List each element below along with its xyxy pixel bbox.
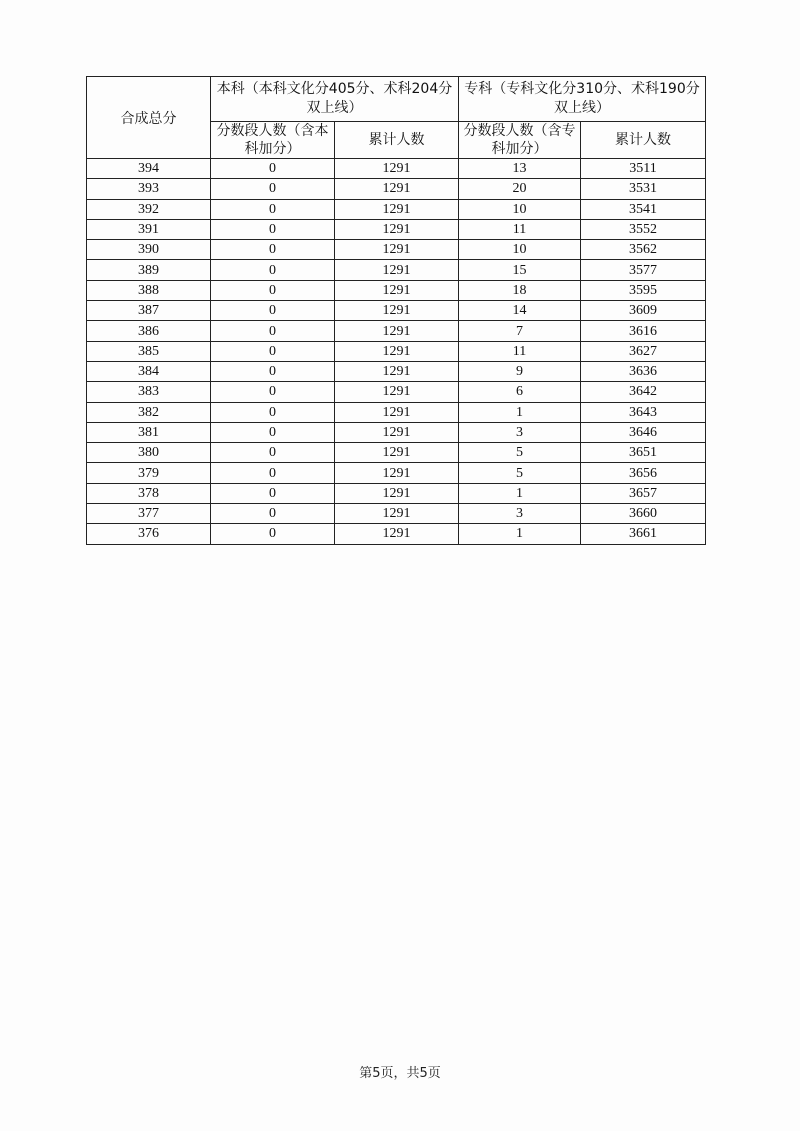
table-row xyxy=(87,422,706,442)
score-cell: 378 xyxy=(87,483,211,503)
zhuanke-segment-cell: 5 xyxy=(459,443,581,463)
zhuanke-segment-cell: 3 xyxy=(459,504,581,524)
benke-segment-cell: 0 xyxy=(211,240,335,260)
score-cell: 390 xyxy=(87,240,211,260)
zhuanke-segment-cell: 11 xyxy=(459,219,581,239)
zhuanke-cumulative-cell: 3577 xyxy=(581,260,706,280)
benke-cumulative-cell: 1291 xyxy=(335,159,459,179)
table-row xyxy=(87,402,706,422)
table-row xyxy=(87,463,706,483)
score-cell: 376 xyxy=(87,524,211,544)
benke-segment-cell: 0 xyxy=(211,301,335,321)
score-cell: 393 xyxy=(87,179,211,199)
score-cell: 394 xyxy=(87,159,211,179)
table-row xyxy=(87,341,706,361)
zhuanke-cumulative-cell: 3616 xyxy=(581,321,706,341)
benke-segment-cell: 0 xyxy=(211,260,335,280)
header-total-score: 合成总分 xyxy=(87,77,211,159)
table-row xyxy=(87,240,706,260)
benke-segment-cell: 0 xyxy=(211,483,335,503)
score-cell: 379 xyxy=(87,463,211,483)
benke-segment-cell: 0 xyxy=(211,219,335,239)
table-header-row-1 xyxy=(87,77,706,122)
benke-segment-cell: 0 xyxy=(211,524,335,544)
benke-segment-cell: 0 xyxy=(211,382,335,402)
benke-cumulative-cell: 1291 xyxy=(335,463,459,483)
zhuanke-cumulative-cell: 3661 xyxy=(581,524,706,544)
benke-cumulative-cell: 1291 xyxy=(335,524,459,544)
zhuanke-segment-cell: 18 xyxy=(459,280,581,300)
zhuanke-segment-cell: 1 xyxy=(459,483,581,503)
score-cell: 380 xyxy=(87,443,211,463)
zhuanke-segment-cell: 1 xyxy=(459,402,581,422)
benke-cumulative-cell: 1291 xyxy=(335,260,459,280)
benke-cumulative-cell: 1291 xyxy=(335,422,459,442)
benke-cumulative-cell: 1291 xyxy=(335,219,459,239)
benke-segment-cell: 0 xyxy=(211,280,335,300)
score-cell: 387 xyxy=(87,301,211,321)
zhuanke-cumulative-cell: 3609 xyxy=(581,301,706,321)
score-cell: 385 xyxy=(87,341,211,361)
benke-cumulative-cell: 1291 xyxy=(335,301,459,321)
zhuanke-segment-cell: 14 xyxy=(459,301,581,321)
score-cell: 388 xyxy=(87,280,211,300)
score-distribution-table xyxy=(86,76,706,545)
zhuanke-segment-cell: 6 xyxy=(459,382,581,402)
score-cell: 383 xyxy=(87,382,211,402)
zhuanke-cumulative-cell: 3656 xyxy=(581,463,706,483)
benke-cumulative-cell: 1291 xyxy=(335,382,459,402)
benke-cumulative-cell: 1291 xyxy=(335,361,459,381)
zhuanke-segment-cell: 15 xyxy=(459,260,581,280)
zhuanke-cumulative-cell: 3552 xyxy=(581,219,706,239)
benke-segment-cell: 0 xyxy=(211,422,335,442)
table-row xyxy=(87,443,706,463)
zhuanke-cumulative-cell: 3636 xyxy=(581,361,706,381)
table-row xyxy=(87,361,706,381)
zhuanke-cumulative-cell: 3541 xyxy=(581,199,706,219)
benke-cumulative-cell: 1291 xyxy=(335,341,459,361)
zhuanke-cumulative-cell: 3595 xyxy=(581,280,706,300)
zhuanke-segment-cell: 7 xyxy=(459,321,581,341)
benke-cumulative-cell: 1291 xyxy=(335,321,459,341)
header-zhuanke-cumulative: 累计人数 xyxy=(581,122,706,159)
table-row xyxy=(87,321,706,341)
zhuanke-segment-cell: 5 xyxy=(459,463,581,483)
zhuanke-cumulative-cell: 3531 xyxy=(581,179,706,199)
score-cell: 384 xyxy=(87,361,211,381)
benke-segment-cell: 0 xyxy=(211,159,335,179)
zhuanke-segment-cell: 10 xyxy=(459,240,581,260)
header-zhuanke-group: 专科（专科文化分310分、术科190分双上线） xyxy=(459,77,706,122)
zhuanke-segment-cell: 13 xyxy=(459,159,581,179)
benke-cumulative-cell: 1291 xyxy=(335,483,459,503)
score-cell: 381 xyxy=(87,422,211,442)
zhuanke-cumulative-cell: 3511 xyxy=(581,159,706,179)
score-cell: 377 xyxy=(87,504,211,524)
benke-segment-cell: 0 xyxy=(211,504,335,524)
benke-segment-cell: 0 xyxy=(211,463,335,483)
benke-cumulative-cell: 1291 xyxy=(335,443,459,463)
zhuanke-cumulative-cell: 3651 xyxy=(581,443,706,463)
table-row xyxy=(87,382,706,402)
benke-cumulative-cell: 1291 xyxy=(335,179,459,199)
table-row xyxy=(87,260,706,280)
benke-cumulative-cell: 1291 xyxy=(335,199,459,219)
header-benke-segment: 分数段人数（含本科加分） xyxy=(211,122,335,159)
score-cell: 389 xyxy=(87,260,211,280)
zhuanke-segment-cell: 1 xyxy=(459,524,581,544)
zhuanke-cumulative-cell: 3562 xyxy=(581,240,706,260)
benke-cumulative-cell: 1291 xyxy=(335,240,459,260)
table-row xyxy=(87,524,706,544)
table-row xyxy=(87,280,706,300)
benke-cumulative-cell: 1291 xyxy=(335,280,459,300)
zhuanke-cumulative-cell: 3643 xyxy=(581,402,706,422)
zhuanke-segment-cell: 3 xyxy=(459,422,581,442)
table-row xyxy=(87,301,706,321)
benke-cumulative-cell: 1291 xyxy=(335,504,459,524)
page-number-footer: 第5页，共5页 xyxy=(359,1066,441,1081)
table-body xyxy=(87,159,706,545)
zhuanke-cumulative-cell: 3642 xyxy=(581,382,706,402)
zhuanke-cumulative-cell: 3660 xyxy=(581,504,706,524)
score-cell: 386 xyxy=(87,321,211,341)
benke-segment-cell: 0 xyxy=(211,402,335,422)
table-row xyxy=(87,179,706,199)
table-row xyxy=(87,199,706,219)
benke-cumulative-cell: 1291 xyxy=(335,402,459,422)
score-cell: 392 xyxy=(87,199,211,219)
table-row xyxy=(87,483,706,503)
zhuanke-segment-cell: 11 xyxy=(459,341,581,361)
zhuanke-segment-cell: 9 xyxy=(459,361,581,381)
table-row xyxy=(87,504,706,524)
zhuanke-cumulative-cell: 3646 xyxy=(581,422,706,442)
benke-segment-cell: 0 xyxy=(211,361,335,381)
header-benke-cumulative: 累计人数 xyxy=(335,122,459,159)
header-benke-group: 本科（本科文化分405分、术科204分双上线） xyxy=(211,77,459,122)
header-zhuanke-segment: 分数段人数（含专科加分） xyxy=(459,122,581,159)
table-row xyxy=(87,159,706,179)
zhuanke-segment-cell: 10 xyxy=(459,199,581,219)
zhuanke-cumulative-cell: 3627 xyxy=(581,341,706,361)
benke-segment-cell: 0 xyxy=(211,341,335,361)
benke-segment-cell: 0 xyxy=(211,179,335,199)
benke-segment-cell: 0 xyxy=(211,199,335,219)
table-row xyxy=(87,219,706,239)
score-cell: 382 xyxy=(87,402,211,422)
zhuanke-cumulative-cell: 3657 xyxy=(581,483,706,503)
score-cell: 391 xyxy=(87,219,211,239)
zhuanke-segment-cell: 20 xyxy=(459,179,581,199)
benke-segment-cell: 0 xyxy=(211,321,335,341)
benke-segment-cell: 0 xyxy=(211,443,335,463)
